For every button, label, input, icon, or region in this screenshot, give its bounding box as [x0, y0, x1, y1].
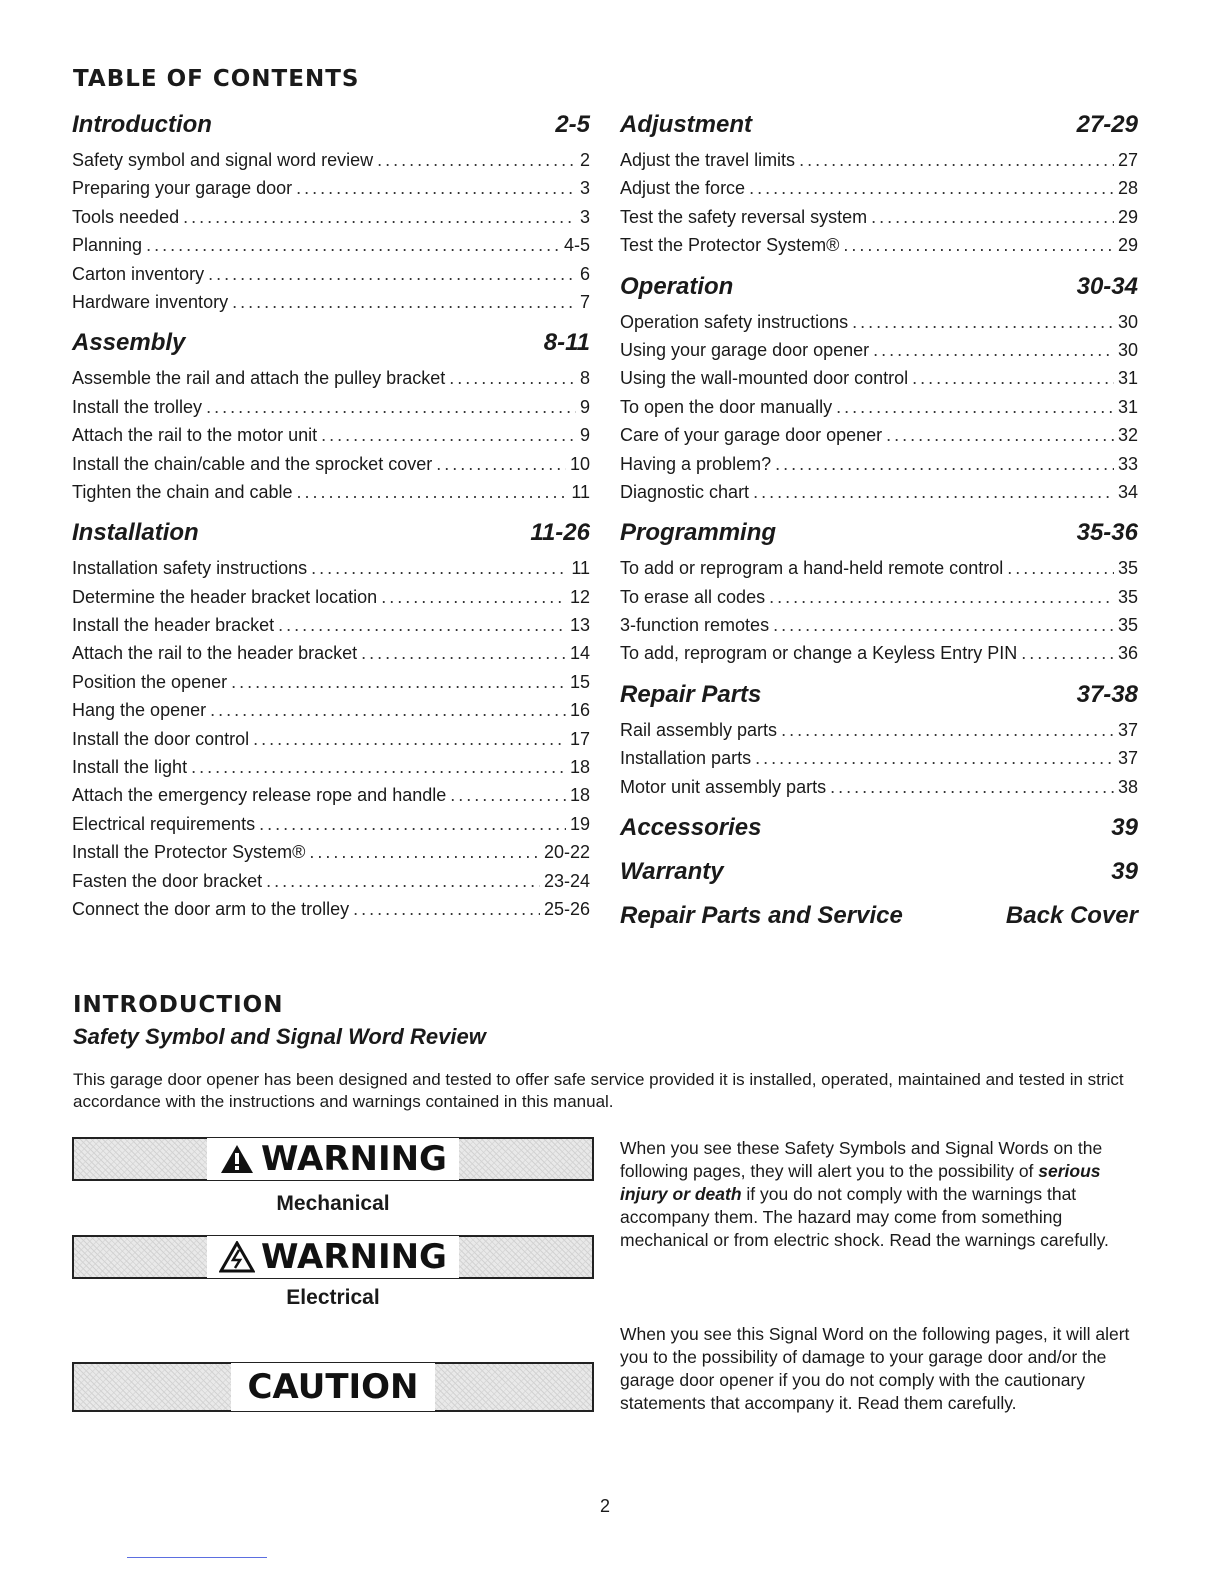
toc-section-title: Programming: [620, 519, 777, 547]
toc-section-pages: 39: [1111, 858, 1138, 886]
dot-leader: [183, 203, 576, 231]
toc-section-header[interactable]: [620, 108, 1138, 146]
toc-section: [620, 516, 1138, 668]
toc-entry[interactable]: [72, 231, 590, 259]
toc-section: [620, 678, 1138, 801]
toc-section-header[interactable]: [620, 899, 1138, 937]
dot-leader: [1021, 639, 1114, 667]
toc-section-header[interactable]: [620, 811, 1138, 849]
toc-section-title: Installation: [72, 519, 199, 547]
toc-section: [620, 811, 1138, 849]
toc-entry[interactable]: [620, 336, 1138, 364]
dot-leader: [449, 364, 576, 392]
toc-entry[interactable]: [72, 867, 590, 895]
dot-leader: [852, 308, 1114, 336]
toc-section-pages: 39: [1111, 814, 1138, 842]
dot-leader: [830, 773, 1114, 801]
toc-entry-page: 35: [1117, 558, 1138, 579]
toc-section-pages: 27-29: [1076, 111, 1138, 138]
toc-section-pages: 30-34: [1076, 272, 1138, 300]
toc-entry[interactable]: [620, 146, 1138, 174]
toc-entry-title: Tighten the chain and cable: [72, 481, 293, 502]
dot-leader: [208, 260, 576, 288]
dot-leader: [773, 611, 1114, 639]
toc-right-column: [620, 108, 1138, 943]
toc-entry-title: Planning: [72, 235, 143, 256]
toc-entry[interactable]: [72, 639, 590, 667]
toc-entry-title: Tools needed: [72, 206, 180, 227]
toc-entry[interactable]: [72, 393, 590, 421]
toc-entry[interactable]: [72, 421, 590, 449]
toc-entry-page: 14: [569, 643, 590, 664]
toc-entry-page: 35: [1117, 615, 1138, 636]
toc-entry-title: Adjust the force: [620, 178, 746, 199]
toc-entry[interactable]: [72, 478, 590, 506]
toc-section-pages: 11-26: [530, 519, 590, 547]
toc-entry-page: 18: [569, 757, 590, 778]
dot-leader: [278, 611, 566, 639]
toc-entry-page: 8: [579, 368, 590, 389]
caution-word: CAUTION: [247, 1367, 419, 1407]
dot-leader: [1007, 554, 1114, 582]
toc-section-pages: 35-36: [1076, 519, 1138, 547]
toc-entry[interactable]: [620, 308, 1138, 336]
toc-entry-page: 37: [1117, 748, 1138, 769]
toc-section-title: Warranty: [620, 858, 724, 886]
toc-section: [72, 108, 590, 316]
dot-leader: [296, 174, 576, 202]
toc-entry-title: Attach the rail to the header bracket: [72, 643, 358, 664]
toc-entry-title: Installation safety instructions: [72, 558, 308, 579]
toc-entry-page: 20-22: [543, 842, 590, 863]
toc-section-title: Repair Parts and Service: [620, 902, 903, 930]
toc-entry[interactable]: [620, 554, 1138, 582]
toc-heading: TABLE OF CONTENTS: [73, 66, 360, 92]
toc-entry-title: Care of your garage door opener: [620, 425, 883, 446]
toc-entry-page: 27: [1117, 150, 1138, 170]
toc-entry-title: Safety symbol and signal word review: [72, 150, 374, 170]
toc-entry-title: Attach the emergency release rope and handle: [72, 785, 447, 806]
toc-entry[interactable]: [72, 146, 590, 174]
toc-entry-page: 11: [571, 558, 590, 579]
dot-leader: [232, 288, 576, 316]
toc-entry-title: Install the header bracket: [72, 615, 275, 636]
toc-entry-title: Diagnostic chart: [620, 481, 750, 502]
dot-leader: [781, 716, 1114, 744]
toc-section: [72, 326, 590, 506]
toc-entry-page: 35: [1117, 586, 1138, 607]
toc-entry[interactable]: [620, 231, 1138, 259]
toc-entry-title: Adjust the travel limits: [620, 150, 796, 170]
toc-entry-title: Install the light: [72, 757, 188, 778]
toc-entry[interactable]: [72, 838, 590, 866]
toc-entry-title: Test the safety reversal system: [620, 206, 868, 227]
toc-entry-list: [620, 554, 1138, 668]
toc-entry-title: Assemble the rail and attach the pulley bracket: [72, 368, 446, 389]
toc-entry-title: Using the wall-mounted door control: [620, 368, 909, 389]
toc-section: [620, 855, 1138, 893]
caution-banner: [72, 1362, 594, 1412]
toc-entry-page: 29: [1117, 206, 1138, 227]
toc-entry-list: [620, 716, 1138, 801]
toc-entry-page: 15: [569, 671, 590, 692]
dot-leader: [321, 421, 576, 449]
toc-entry-list: [72, 364, 590, 506]
toc-section: [620, 899, 1138, 937]
warning-word: WARNING: [261, 1237, 447, 1277]
toc-entry-title: To add, reprogram or change a Keyless Entry PIN: [620, 643, 1018, 664]
toc-entry[interactable]: [72, 696, 590, 724]
toc-entry[interactable]: [72, 174, 590, 202]
toc-entry-title: Rail assembly parts: [620, 719, 778, 740]
toc-entry-page: 9: [579, 396, 590, 417]
toc-entry[interactable]: [620, 773, 1138, 801]
toc-entry-page: 30: [1117, 311, 1138, 332]
toc-entry-title: Install the chain/cable and the sprocket cover: [72, 453, 433, 474]
toc-entry-title: Hardware inventory: [72, 291, 229, 312]
introduction-heading: INTRODUCTION: [73, 992, 284, 1018]
toc-left-column: [72, 108, 590, 933]
dot-leader: [775, 450, 1114, 478]
toc-entry-page: 34: [1117, 481, 1138, 502]
toc-entry-page: 19: [569, 813, 590, 834]
toc-entry[interactable]: [620, 716, 1138, 744]
dot-leader: [361, 639, 566, 667]
toc-section-header[interactable]: [72, 326, 590, 364]
electrical-label: Electrical: [286, 1286, 380, 1309]
toc-entry-title: Install the Protector System®: [72, 842, 306, 863]
toc-section-header[interactable]: [620, 270, 1138, 308]
toc-entry-page: 13: [569, 615, 590, 636]
toc-entry[interactable]: [620, 203, 1138, 231]
introduction-body: This garage door opener has been designed and tested to offer safe service provided it is installed, operated, maintained and tested in strict accordance with the instructions and warnings contained in this manual.: [73, 1070, 1124, 1111]
toc-entry-page: 17: [569, 728, 590, 749]
toc-entry[interactable]: [72, 895, 590, 923]
dot-leader: [381, 583, 566, 611]
page-number: 2: [600, 1496, 611, 1516]
dot-leader: [873, 336, 1114, 364]
toc-entry[interactable]: [620, 583, 1138, 611]
toc-entry[interactable]: [72, 554, 590, 582]
warning-triangle-icon: [219, 1143, 255, 1175]
toc-entry[interactable]: [620, 639, 1138, 667]
toc-entry-title: Hang the opener: [72, 700, 207, 721]
dot-leader: [297, 478, 568, 506]
electrical-warning-icon: [219, 1241, 255, 1273]
toc-section-title: Repair Parts: [620, 680, 762, 708]
toc-section-header[interactable]: [72, 516, 590, 554]
toc-entry-title: Motor unit assembly parts: [620, 776, 827, 797]
dot-leader: [253, 725, 566, 753]
toc-entry[interactable]: [72, 725, 590, 753]
toc-entry-title: To add or reprogram a hand-held remote control: [620, 558, 1004, 579]
dot-leader: [146, 231, 560, 259]
toc-entry-title: Fasten the door bracket: [72, 870, 263, 891]
toc-entry[interactable]: [72, 203, 590, 231]
toc-entry-title: Install the trolley: [72, 396, 203, 417]
toc-entry[interactable]: [620, 174, 1138, 202]
dot-leader: [210, 696, 566, 724]
toc-entry[interactable]: [72, 260, 590, 288]
toc-entry[interactable]: [72, 583, 590, 611]
toc-entry-title: Attach the rail to the motor unit: [72, 425, 318, 446]
toc-entry[interactable]: [72, 668, 590, 696]
toc-entry-title: Test the Protector System®: [620, 235, 840, 256]
toc-entry-page: 33: [1117, 453, 1138, 474]
mechanical-label: Mechanical: [276, 1192, 390, 1215]
dot-leader: [912, 364, 1114, 392]
toc-entry[interactable]: [620, 421, 1138, 449]
toc-entry-page: 37: [1117, 719, 1138, 740]
dot-leader: [206, 393, 576, 421]
toc-entry-title: Install the door control: [72, 728, 250, 749]
toc-entry[interactable]: [620, 744, 1138, 772]
toc-section-header[interactable]: [620, 516, 1138, 554]
toc-section-pages: 8-11: [543, 329, 590, 357]
warning-word: WARNING: [261, 1139, 447, 1179]
toc-entry-page: 25-26: [543, 898, 590, 919]
toc-entry[interactable]: [620, 364, 1138, 392]
toc-entry-list: [72, 554, 590, 923]
dot-leader: [309, 838, 540, 866]
toc-entry-list: [620, 308, 1138, 507]
toc-entry-title: Using your garage door opener: [620, 339, 870, 360]
toc-entry-page: 3: [579, 206, 590, 227]
toc-section-pages: Back Cover: [1005, 902, 1138, 930]
toc-section-pages: 2-5: [555, 111, 590, 138]
dot-leader: [231, 668, 566, 696]
toc-section-header[interactable]: [620, 678, 1138, 716]
toc-section-title: Operation: [620, 272, 734, 300]
toc-entry-page: 3: [579, 178, 590, 199]
toc-section-title: Accessories: [620, 814, 762, 842]
dot-leader: [755, 744, 1114, 772]
mechanical-warning-banner: [72, 1137, 594, 1181]
toc-entry-page: 7: [579, 291, 590, 312]
toc-section-header[interactable]: [72, 108, 590, 146]
toc-entry-page: 23-24: [543, 870, 590, 891]
toc-entry-title: Electrical requirements: [72, 813, 256, 834]
dot-leader: [259, 810, 566, 838]
dot-leader: [886, 421, 1114, 449]
toc-entry-title: Preparing your garage door: [72, 178, 293, 199]
toc-entry-page: 12: [569, 586, 590, 607]
dot-leader: [353, 895, 540, 923]
dot-leader: [191, 753, 566, 781]
toc-section: [620, 270, 1138, 507]
toc-section-title: Adjustment: [620, 111, 752, 138]
dot-leader: [311, 554, 567, 582]
warning-explanation: When you see these Safety Symbols and Signal Words on the following pages, they will alert you to the possibility of serious injury or death if you do not comply with the warnings that accompany them. The hazard may come from something mechanical or from electric shock. Read the warnings carefully.: [620, 1138, 1109, 1250]
toc-entry-title: To open the door manually: [620, 396, 833, 417]
toc-entry[interactable]: [72, 753, 590, 781]
warning-emphasis: serious injury or death: [620, 1161, 1101, 1204]
toc-entry-page: 29: [1117, 235, 1138, 256]
toc-entry-page: 10: [569, 453, 590, 474]
toc-entry-list: [620, 146, 1138, 260]
toc-entry-title: Connect the door arm to the trolley: [72, 898, 350, 919]
toc-entry[interactable]: [620, 478, 1138, 506]
toc-section-title: Introduction: [72, 111, 212, 138]
toc-entry-title: Position the opener: [72, 671, 228, 692]
dot-leader: [836, 393, 1114, 421]
toc-entry-page: 4-5: [563, 235, 590, 256]
toc-section: [72, 516, 590, 923]
electrical-warning-banner: [72, 1235, 594, 1279]
toc-entry-page: 18: [569, 785, 590, 806]
toc-entry-page: 30: [1117, 339, 1138, 360]
dot-leader: [871, 203, 1114, 231]
toc-entry-title: Determine the header bracket location: [72, 586, 378, 607]
toc-entry-page: 11: [571, 481, 590, 502]
toc-entry[interactable]: [620, 393, 1138, 421]
toc-entry-title: To erase all codes: [620, 586, 766, 607]
toc-section-pages: 37-38: [1076, 680, 1138, 708]
toc-entry-title: Installation parts: [620, 748, 752, 769]
toc-entry-title: Carton inventory: [72, 263, 205, 284]
toc-entry-page: 31: [1117, 396, 1138, 417]
caution-explanation: When you see this Signal Word on the following pages, it will alert you to the possibility of damage to your garage door and/or the garage door opener if you do not comply with the cautionary statements that accompany it. Read them carefully.: [620, 1324, 1130, 1413]
toc-entry-title: Having a problem?: [620, 453, 772, 474]
introduction-subheading: Safety Symbol and Signal Word Review: [73, 1024, 486, 1049]
toc-entry[interactable]: [620, 611, 1138, 639]
toc-entry-page: 6: [579, 263, 590, 284]
toc-entry[interactable]: [72, 288, 590, 316]
toc-entry[interactable]: [72, 450, 590, 478]
dot-leader: [749, 174, 1114, 202]
toc-entry-page: 32: [1117, 425, 1138, 446]
toc-entry-page: 2: [579, 150, 590, 170]
dot-leader: [769, 583, 1114, 611]
toc-entry[interactable]: [72, 364, 590, 392]
dot-leader: [843, 231, 1114, 259]
toc-section-title: Assembly: [72, 329, 186, 357]
toc-entry-page: 9: [579, 425, 590, 446]
toc-section-header[interactable]: [620, 855, 1138, 893]
toc-section: [620, 108, 1138, 260]
toc-entry-page: 36: [1117, 643, 1138, 664]
footer-rule: [127, 1557, 267, 1558]
toc-entry-title: Operation safety instructions: [620, 311, 849, 332]
toc-entry-page: 38: [1117, 776, 1138, 797]
dot-leader: [266, 867, 540, 895]
dot-leader: [799, 146, 1114, 174]
toc-entry[interactable]: [72, 810, 590, 838]
toc-entry-list: [72, 146, 590, 316]
toc-entry[interactable]: [72, 781, 590, 809]
toc-entry-title: 3-function remotes: [620, 615, 770, 636]
toc-entry-page: 16: [569, 700, 590, 721]
dot-leader: [436, 450, 566, 478]
toc-entry[interactable]: [620, 450, 1138, 478]
dot-leader: [753, 478, 1114, 506]
dot-leader: [377, 146, 576, 174]
dot-leader: [450, 781, 566, 809]
toc-entry-page: 28: [1117, 178, 1138, 199]
toc-entry-page: 31: [1117, 368, 1138, 389]
toc-entry[interactable]: [72, 611, 590, 639]
